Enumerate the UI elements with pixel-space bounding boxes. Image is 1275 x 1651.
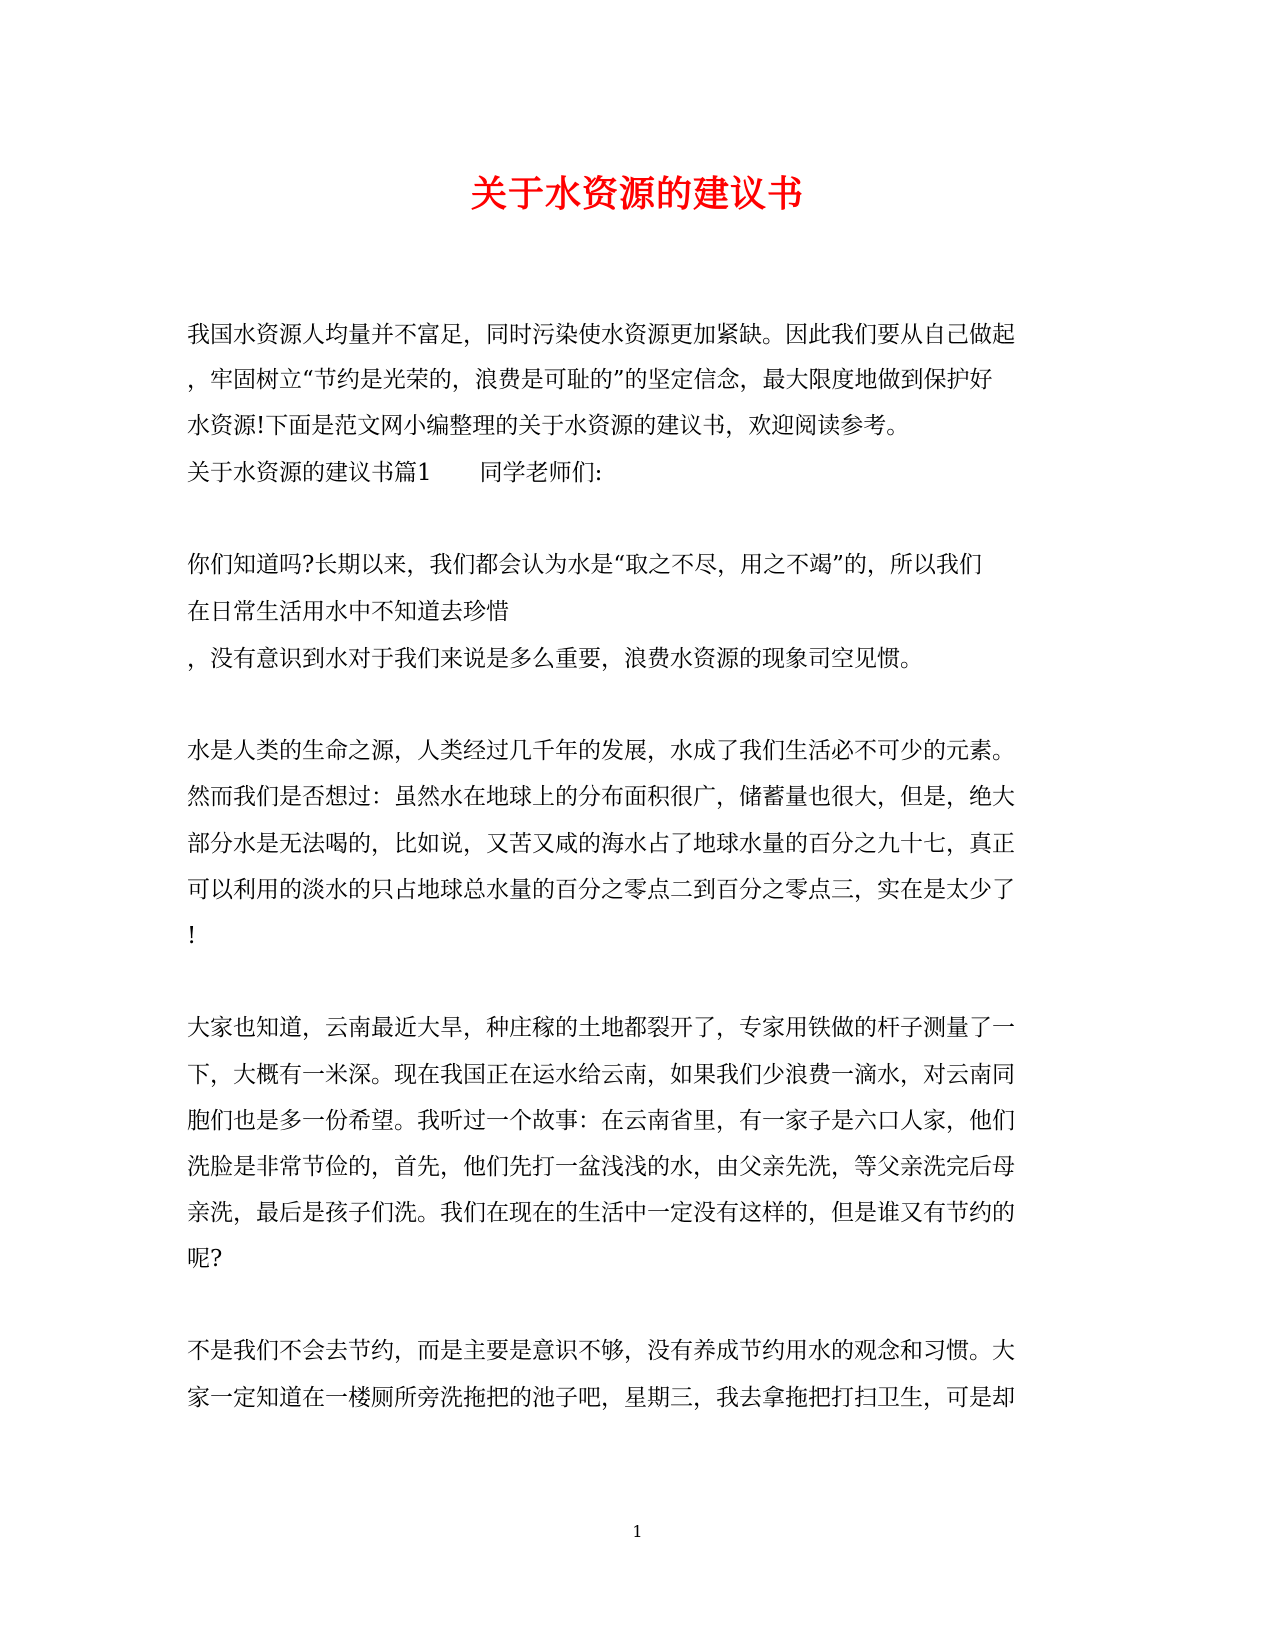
paragraph-3-line-6: 呢? [187, 1246, 223, 1272]
paragraph-3-line-1: 大家也知道，云南最近大旱，种庄稼的土地都裂开了，专家用铁做的杆子测量了一 [187, 1015, 1015, 1041]
salutation: 同学老师们: [479, 460, 603, 486]
intro-line-3: 水资源!下面是范文网小编整理的关于水资源的建议书，欢迎阅读参考。 [187, 413, 910, 439]
paragraph-1-line-3: ，没有意识到水对于我们来说是多么重要，浪费水资源的现象司空见惯。 [187, 646, 923, 672]
paragraph-1-line-2: 在日常生活用水中不知道去珍惜 [187, 599, 509, 625]
document-title: 关于水资源的建议书 [470, 173, 804, 215]
intro-line-1: 我国水资源人均量并不富足，同时污染使水资源更加紧缺。因此我们要从自己做起 [187, 322, 1015, 348]
paragraph-4-line-1: 不是我们不会去节约，而是主要是意识不够，没有养成节约用水的观念和习惯。大 [187, 1338, 1015, 1364]
paragraph-3-line-4: 洗脸是非常节俭的，首先，他们先打一盆浅浅的水，由父亲先洗，等父亲洗完后母 [187, 1154, 1015, 1180]
page-number: 1 [632, 1522, 643, 1541]
paragraph-3-line-2: 下，大概有一米深。现在我国正在运水给云南，如果我们少浪费一滴水，对云南同 [187, 1062, 1015, 1088]
paragraph-3-line-3: 胞们也是多一份希望。我听过一个故事：在云南省里，有一家子是六口人家，他们 [187, 1108, 1015, 1134]
paragraph-2-line-4: 可以利用的淡水的只占地球总水量的百分之零点二到百分之零点三，实在是太少了 [187, 877, 1015, 903]
paragraph-2-line-1: 水是人类的生命之源，人类经过几千年的发展，水成了我们生活必不可少的元素。 [187, 738, 1015, 764]
paragraph-3-line-5: 亲洗，最后是孩子们洗。我们在现在的生活中一定没有这样的，但是谁又有节约的 [187, 1200, 1015, 1226]
paragraph-2-line-5: ! [187, 923, 197, 949]
intro-line-2: ，牢固树立“节约是光荣的，浪费是可耻的”的坚定信念，最大限度地做到保护好 [187, 367, 993, 393]
paragraph-2-line-2: 然而我们是否想过：虽然水在地球上的分布面积很广，储蓄量也很大，但是，绝大 [187, 784, 1015, 810]
paragraph-4-line-2: 家一定知道在一楼厕所旁洗拖把的池子吧，星期三，我去拿拖把打扫卫生，可是却 [187, 1385, 1015, 1411]
section-heading: 关于水资源的建议书篇1 [187, 460, 432, 486]
paragraph-1-line-1: 你们知道吗?长期以来，我们都会认为水是“取之不尽，用之不竭”的，所以我们 [187, 552, 982, 578]
paragraph-2-line-3: 部分水是无法喝的，比如说，又苦又咸的海水占了地球水量的百分之九十七，真正 [187, 831, 1015, 857]
section-heading-line [187, 458, 602, 488]
